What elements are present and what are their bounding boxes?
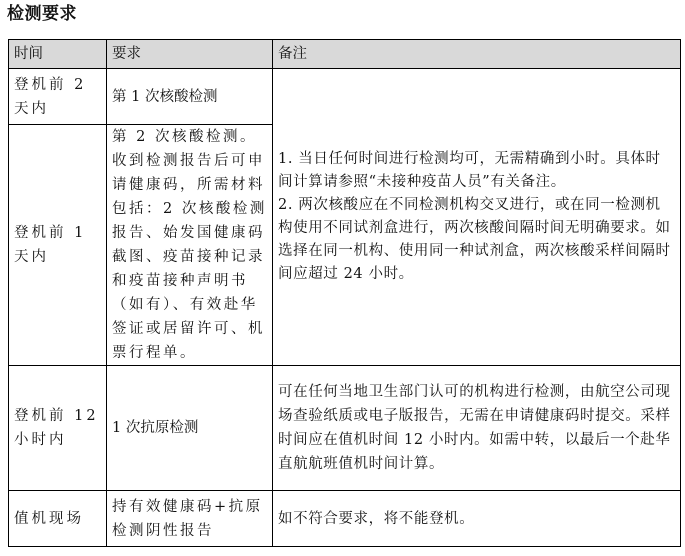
notes-cell	[273, 491, 681, 547]
header-time: 时间	[9, 40, 107, 69]
time-cell: 登机前 12 小时内	[9, 366, 107, 491]
table-row	[9, 366, 681, 491]
header-notes: 备注	[273, 40, 681, 69]
time-cell: 值机现场	[9, 491, 107, 547]
notes-cell	[273, 366, 681, 491]
note-item: 如不符合要求，将不能登机。	[278, 510, 475, 527]
time-cell: 登机前 2 天内	[9, 69, 107, 125]
section-heading: 检测要求	[7, 4, 77, 24]
header-requirement: 要求	[107, 40, 273, 69]
requirement-cell: 1 次抗原检测	[107, 366, 273, 491]
requirement-cell: 持有效健康码+抗原检测阴性报告	[107, 491, 273, 547]
requirement-cell: 第 2 次核酸检测。收到检测报告后可申请健康码，所需材料包括：2 次核酸检测报告、始发国健康码截图、疫苗接种记录和疫苗接种声明书（如有）、有效赴华签证或居留许可、机票行程单。	[107, 125, 273, 366]
requirement-cell: 第 1 次核酸检测	[107, 69, 273, 125]
time-cell: 登机前 1 天内	[9, 125, 107, 366]
note-item: 可在任何当地卫生部门认可的机构进行检测，由航空公司现场查验纸质或电子版报告，无需在申请健康码时提交。采样时间应在值机时间 12 小时内。如需中转，以最后一个赴华直航航班值机时间计算。	[278, 384, 671, 472]
table-header-row	[9, 40, 681, 69]
note-item: 2. 两次核酸应在不同检测机构交叉进行，或在同一检测机构使用不同试剂盒进行，两次核酸间隔时间无明确要求。如选择在同一机构、使用同一种试剂盒，两次核酸采样间隔时间应超过 24 小时。	[278, 197, 671, 282]
notes-list	[278, 148, 675, 286]
table-row	[9, 69, 681, 125]
notes-cell	[273, 69, 681, 366]
testing-requirements-table	[8, 39, 681, 547]
note-item: 1. 当日任何时间进行检测均可，无需精确到小时。具体时间计算请参照“未接种疫苗人员”有关备注。	[278, 151, 661, 190]
table-row	[9, 491, 681, 547]
